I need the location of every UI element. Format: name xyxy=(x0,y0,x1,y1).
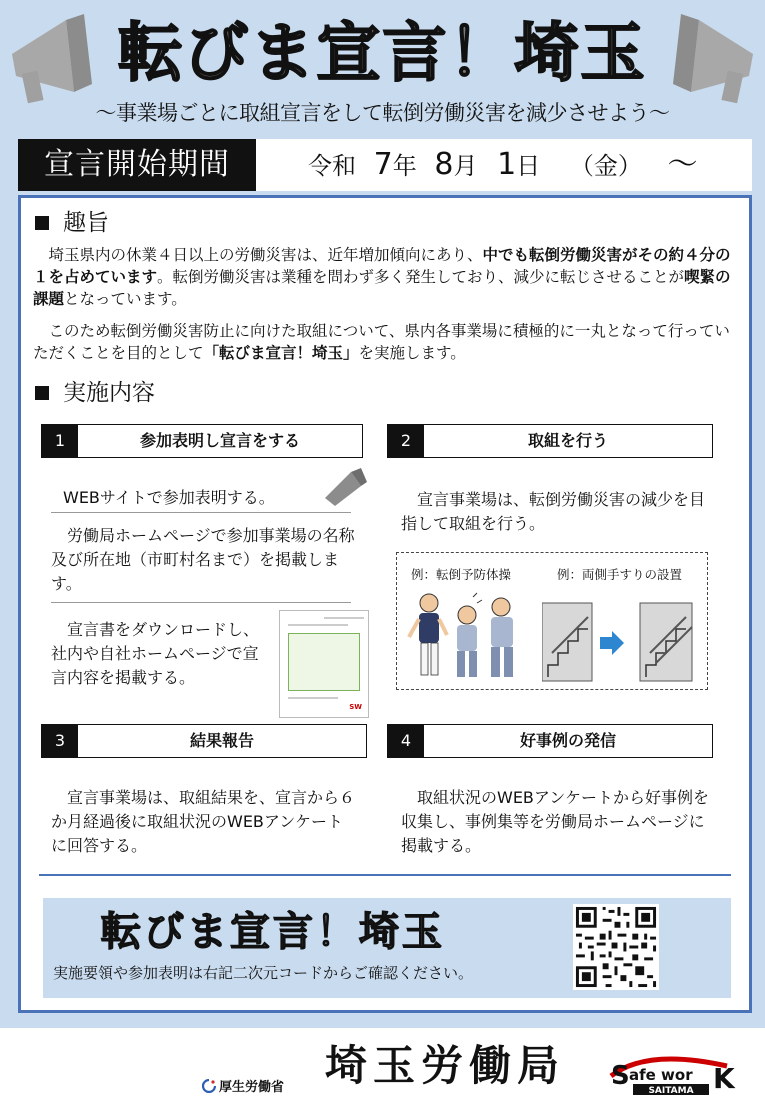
square-bullet-icon xyxy=(35,216,49,230)
purpose-text: 埼玉県内の休業４日以上の労働災害は、近年増加傾向にあり、 xyxy=(48,246,483,264)
purpose-emphasis: 中でも転倒労働災害がその約４分の１を占めています xyxy=(33,246,731,286)
step-number: 2 xyxy=(388,425,424,457)
step-2-text: 宣言事業場は、転倒労働災害の減少を目指して取組を行う。 xyxy=(401,490,706,533)
period-month-unit: 月 xyxy=(453,152,478,180)
period-month: 8 xyxy=(434,147,454,182)
step-number: 1 xyxy=(42,425,78,457)
period-year-unit: 年 xyxy=(392,152,417,180)
step-4-header xyxy=(387,724,713,758)
step-1-text-c: 宣言書をダウンロードし、社内や自社ホームページで宣言内容を掲載する。 xyxy=(51,620,260,687)
period-year: 7 xyxy=(373,147,393,182)
section-heading-purpose xyxy=(35,208,109,238)
contents-heading-text: 実施内容 xyxy=(63,380,155,406)
purpose-text: となっています。 xyxy=(64,290,187,308)
ministry-emblem-icon xyxy=(202,1079,216,1093)
purpose-emphasis: 喫緊の課題 xyxy=(33,268,731,308)
svg-text:S: S xyxy=(611,1061,630,1091)
purpose-paragraph-2 xyxy=(33,320,733,364)
purpose-paragraph-1 xyxy=(33,244,733,310)
step-2-header xyxy=(387,424,713,458)
step-3-header xyxy=(41,724,367,758)
purpose-text: このため転倒労働災害防止に向けた取組について、県内各事業場に積極的に一丸となって行っていただくことを目的として xyxy=(33,322,730,362)
exercise-people-illustration xyxy=(407,585,525,685)
example-label-handrail: 例：両側手すりの設置 xyxy=(557,567,683,582)
purpose-text: を実施します。 xyxy=(358,344,466,362)
step-title: 好事例の発信 xyxy=(519,731,616,750)
content-panel xyxy=(18,195,752,1013)
ministry-logo xyxy=(202,1076,284,1095)
step-3-text: 宣言事業場は、取組結果を、宣言から６か月経過後に取組状況のWEBアンケートに回答する。 xyxy=(51,788,356,855)
section-heading-contents xyxy=(35,378,155,408)
example-label-exercise: 例：転倒予防体操 xyxy=(411,567,512,582)
divider xyxy=(51,602,351,603)
qr-code-icon[interactable] xyxy=(573,904,659,990)
examples-box xyxy=(396,552,708,690)
period-tilde: ～ xyxy=(667,147,698,182)
step-title: 参加表明し宣言をする xyxy=(139,431,300,450)
handrail-illustration xyxy=(542,593,700,683)
step-4-text: 取組状況のWEBアンケートから好事例を収集し、事例集等を労働局ホームページに掲載する。 xyxy=(401,788,709,855)
issuer-bar xyxy=(0,1028,765,1105)
footer-banner xyxy=(43,898,731,998)
period-era: 令和 xyxy=(308,152,356,180)
svg-text:K: K xyxy=(713,1062,735,1095)
period-weekday: （金） xyxy=(569,152,642,180)
step-1-text-a: WEBサイトで参加表明する。 xyxy=(63,488,275,507)
step-title: 取組を行う xyxy=(527,431,608,450)
declaration-period xyxy=(18,139,752,191)
square-bullet-icon xyxy=(35,386,49,400)
period-label: 宣言開始期間 xyxy=(18,139,256,191)
period-date xyxy=(308,139,697,191)
megaphone-icon xyxy=(321,468,369,512)
labour-bureau-name: 埼玉労働局 xyxy=(325,1041,566,1090)
step-title: 結果報告 xyxy=(189,731,254,750)
divider xyxy=(51,512,351,513)
period-day: 1 xyxy=(497,147,517,182)
purpose-emphasis: 「転びま宣言！埼玉」 xyxy=(203,344,359,362)
step-1-text-b: 労働局ホームページで参加事業場の名称及び所在地（市町村名まで）を掲載します。 xyxy=(51,526,355,593)
step-1-header xyxy=(41,424,363,458)
purpose-heading-text: 趣旨 xyxy=(63,210,109,236)
footer-note: 実施要領や参加表明は右記二次元コードからご確認ください。 xyxy=(53,964,474,982)
page-title: 転びま宣言！埼玉 xyxy=(118,16,647,91)
period-day-unit: 日 xyxy=(516,152,541,180)
safe-work-saitama-logo xyxy=(607,1052,737,1096)
svg-text:SAITAMA: SAITAMA xyxy=(648,1086,694,1096)
step-number: 4 xyxy=(388,725,424,757)
purpose-text: 。転倒労働災害は業種を問わず多く発生しており、減少に転じさせることが xyxy=(157,268,685,286)
section-divider xyxy=(39,874,731,876)
page-subtitle: ～事業場ごとに取組宣言をして転倒労働災害を減少させよう～ xyxy=(95,101,670,125)
svg-text:afe wor: afe wor xyxy=(629,1066,693,1084)
ministry-name: 厚生労働省 xyxy=(219,1080,285,1095)
footer-title: 転びま宣言！埼玉 xyxy=(101,908,445,955)
step-number: 3 xyxy=(42,725,78,757)
declaration-document-thumbnail xyxy=(279,610,369,718)
safework-mini-logo: SW xyxy=(349,703,362,711)
